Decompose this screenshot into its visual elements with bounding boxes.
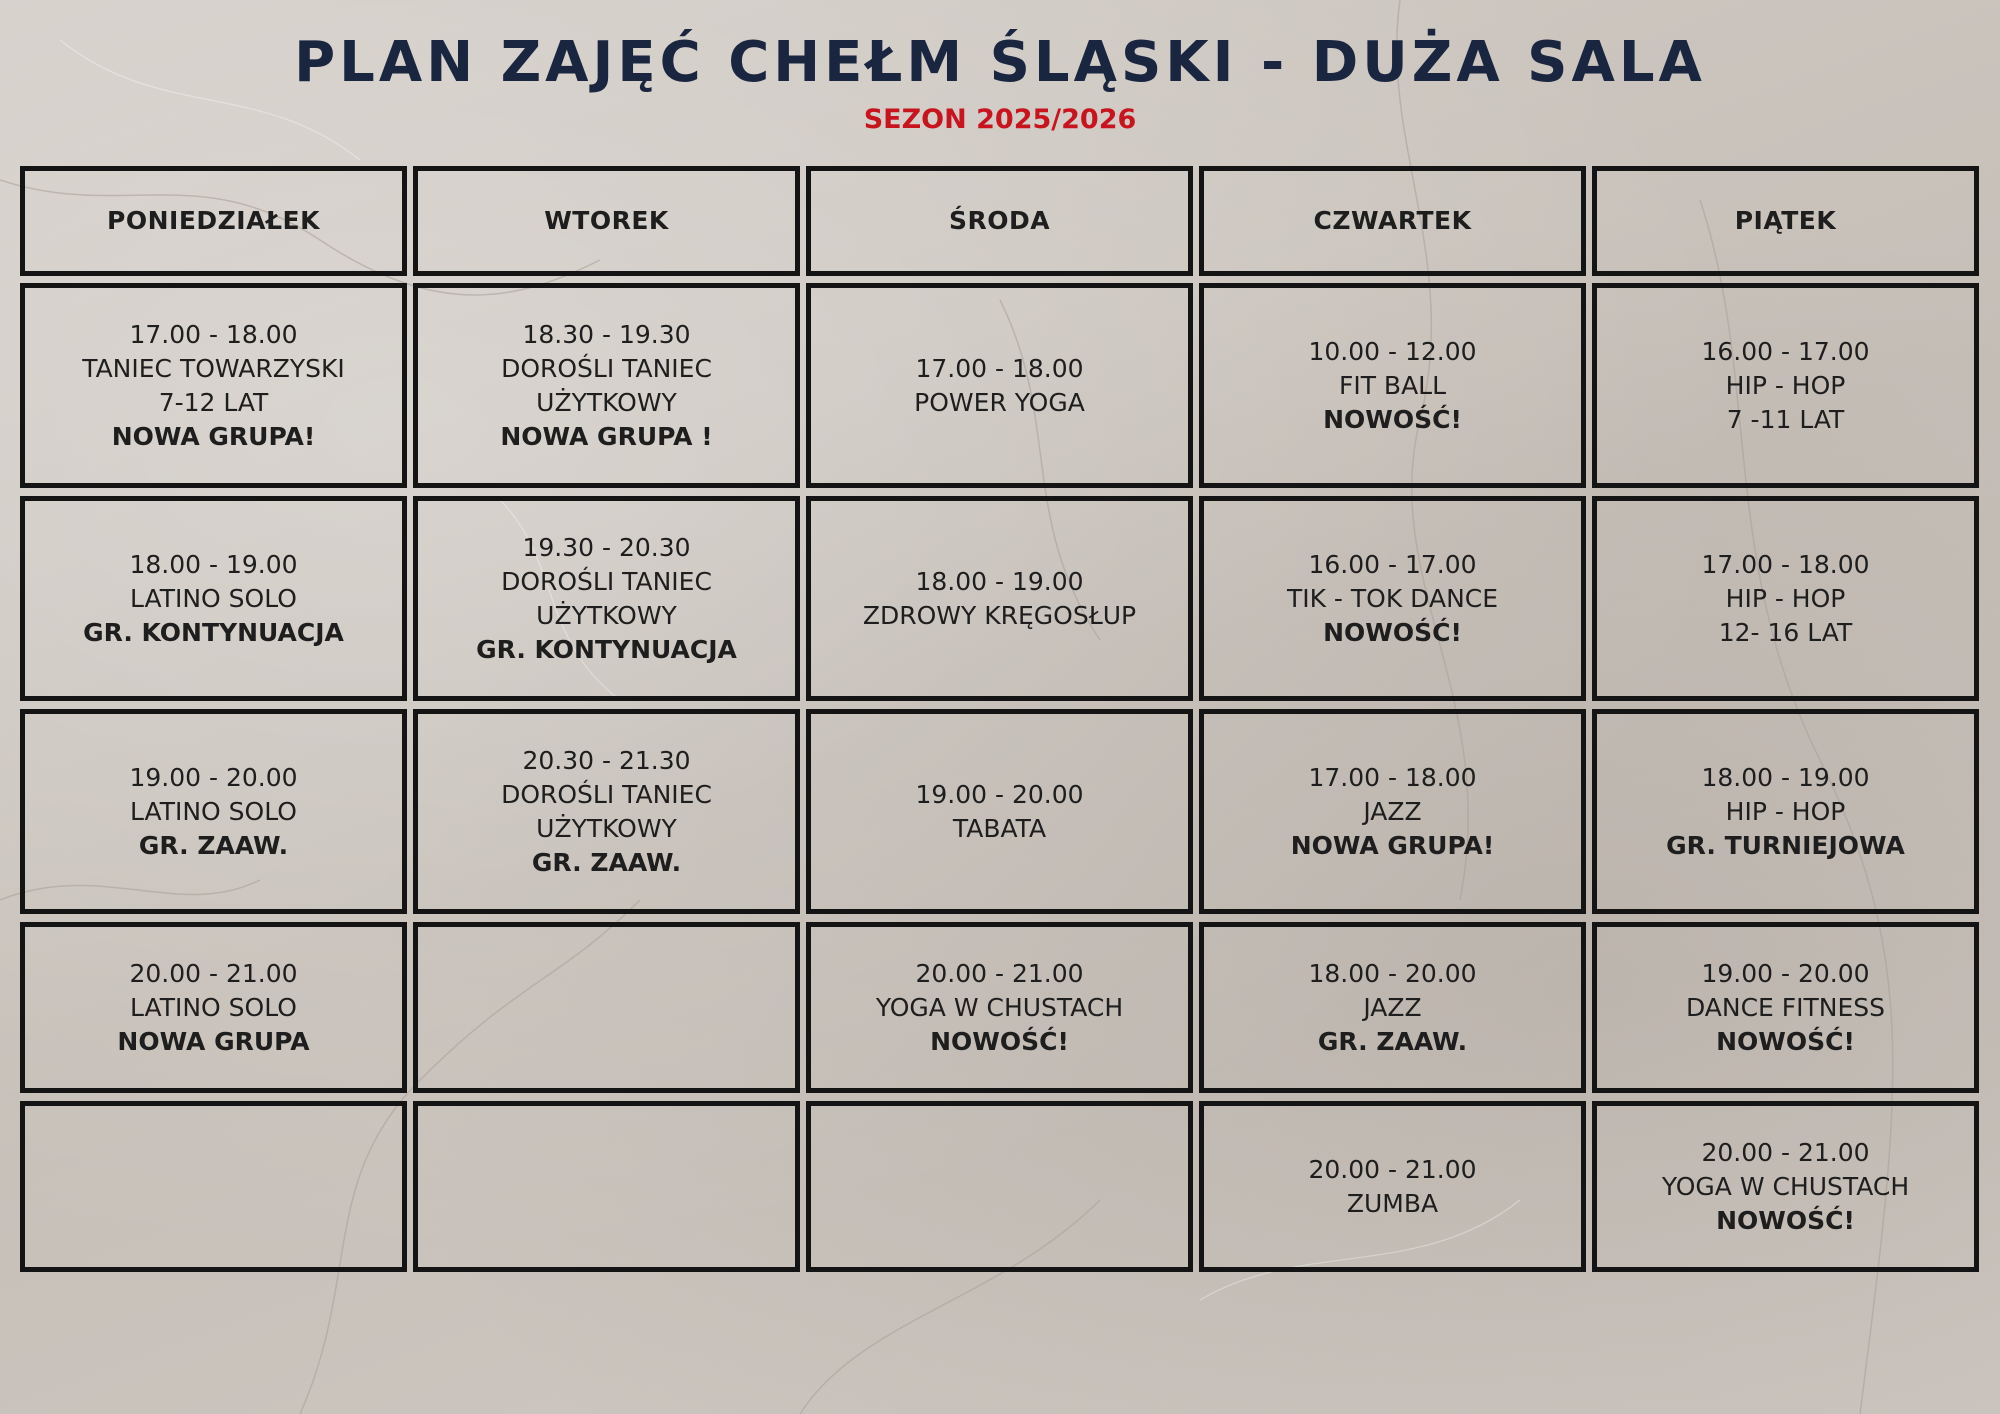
class-note: NOWOŚĆ! [1323,617,1462,647]
class-time: 10.00 - 12.00 [1308,336,1477,366]
class-note: GR. TURNIEJOWA [1666,830,1905,860]
class-time: 19.00 - 20.00 [915,779,1084,809]
class-name: TANIEC TOWARZYSKI [82,353,345,383]
class-slot [20,283,407,488]
page-title: PLAN ZAJĘĆ CHEŁM ŚLĄSKI - DUŻA SALA [294,30,1706,95]
class-name: DANCE FITNESS [1685,992,1886,1022]
class-slot [1199,283,1586,488]
class-name: TIK - TOK DANCE [1286,583,1499,613]
class-slot [806,283,1193,488]
class-slot [1199,1101,1586,1272]
class-name: LATINO SOLO [130,583,297,613]
class-slot [1592,496,1979,701]
class-slot [413,283,800,488]
class-name: DOROŚLI TANIEC [501,353,712,383]
class-name: UŻYTKOWY [536,387,677,417]
class-time: 19.30 - 20.30 [522,532,691,562]
class-note: NOWA GRUPA ! [500,421,713,451]
day-label: WTOREK [544,206,669,235]
day-label: PONIEDZIAŁEK [107,206,320,235]
class-time: 20.00 - 21.00 [915,958,1084,988]
day-header [20,166,407,276]
class-name: POWER YOGA [914,387,1085,417]
class-time: 18.00 - 19.00 [915,566,1084,596]
class-slot [413,496,800,701]
class-slot [413,1101,800,1272]
day-label: ŚRODA [948,206,1051,235]
class-note: GR. ZAAW. [1317,1026,1468,1056]
class-slot [806,1101,1193,1272]
class-time: 18.30 - 19.30 [522,319,691,349]
day-header [413,166,800,276]
class-note: GR. KONTYNUACJA [476,634,737,664]
class-slot [1199,922,1586,1093]
class-name: 12- 16 LAT [1718,617,1853,647]
class-time: 19.00 - 20.00 [1701,958,1870,988]
class-slot [20,922,407,1093]
day-header [1199,166,1586,276]
class-time: 18.00 - 20.00 [1308,958,1477,988]
class-time: 17.00 - 18.00 [129,319,298,349]
class-name: FIT BALL [1338,370,1447,400]
day-label: PIĄTEK [1734,206,1837,235]
class-note: NOWA GRUPA [117,1026,310,1056]
class-note: GR. KONTYNUACJA [83,617,344,647]
class-time: 18.00 - 19.00 [129,549,298,579]
class-note: NOWOŚĆ! [1716,1205,1855,1235]
class-time: 17.00 - 18.00 [1701,549,1870,579]
class-note: NOWOŚĆ! [1716,1026,1855,1056]
class-slot [413,922,800,1093]
day-header [806,166,1193,276]
class-name: TABATA [952,813,1047,843]
class-time: 17.00 - 18.00 [1308,762,1477,792]
day-label: CZWARTEK [1313,206,1472,235]
class-note: GR. ZAAW. [138,830,289,860]
class-slot [1592,283,1979,488]
class-name: LATINO SOLO [130,796,297,826]
class-time: 20.00 - 21.00 [129,958,298,988]
class-time: 17.00 - 18.00 [915,353,1084,383]
class-slot [1199,496,1586,701]
class-name: ZUMBA [1346,1188,1439,1218]
class-slot [20,496,407,701]
class-name: 7 -11 LAT [1726,404,1845,434]
class-name: YOGA W CHUSTACH [1661,1171,1910,1201]
class-name: HIP - HOP [1725,583,1846,613]
class-name: DOROŚLI TANIEC [501,779,712,809]
class-name: YOGA W CHUSTACH [875,992,1124,1022]
class-name: HIP - HOP [1725,796,1846,826]
class-time: 20.00 - 21.00 [1701,1137,1870,1167]
class-name: JAZZ [1363,992,1422,1022]
class-note: NOWA GRUPA! [1290,830,1495,860]
class-time: 20.00 - 21.00 [1308,1154,1477,1184]
class-time: 18.00 - 19.00 [1701,762,1870,792]
class-slot [806,922,1193,1093]
class-name: 7-12 LAT [158,387,269,417]
class-note: GR. ZAAW. [531,847,682,877]
class-note: NOWOŚĆ! [930,1026,1069,1056]
class-name: JAZZ [1363,796,1422,826]
class-time: 16.00 - 17.00 [1701,336,1870,366]
class-time: 16.00 - 17.00 [1308,549,1477,579]
class-slot [413,709,800,914]
class-name: LATINO SOLO [130,992,297,1022]
class-name: UŻYTKOWY [536,600,677,630]
class-name: UŻYTKOWY [536,813,677,843]
season-subtitle: SEZON 2025/2026 [863,104,1137,135]
class-slot [806,709,1193,914]
class-name: HIP - HOP [1725,370,1846,400]
class-slot [20,1101,407,1272]
class-name: DOROŚLI TANIEC [501,566,712,596]
class-slot [1592,922,1979,1093]
day-header [1592,166,1979,276]
class-slot [1592,1101,1979,1272]
class-name: ZDROWY KRĘGOSŁUP [862,600,1137,630]
class-slot [20,709,407,914]
class-time: 19.00 - 20.00 [129,762,298,792]
class-note: NOWA GRUPA! [111,421,316,451]
class-note: NOWOŚĆ! [1323,404,1462,434]
class-slot [806,496,1193,701]
class-slot [1592,709,1979,914]
class-slot [1199,709,1586,914]
class-time: 20.30 - 21.30 [522,745,691,775]
